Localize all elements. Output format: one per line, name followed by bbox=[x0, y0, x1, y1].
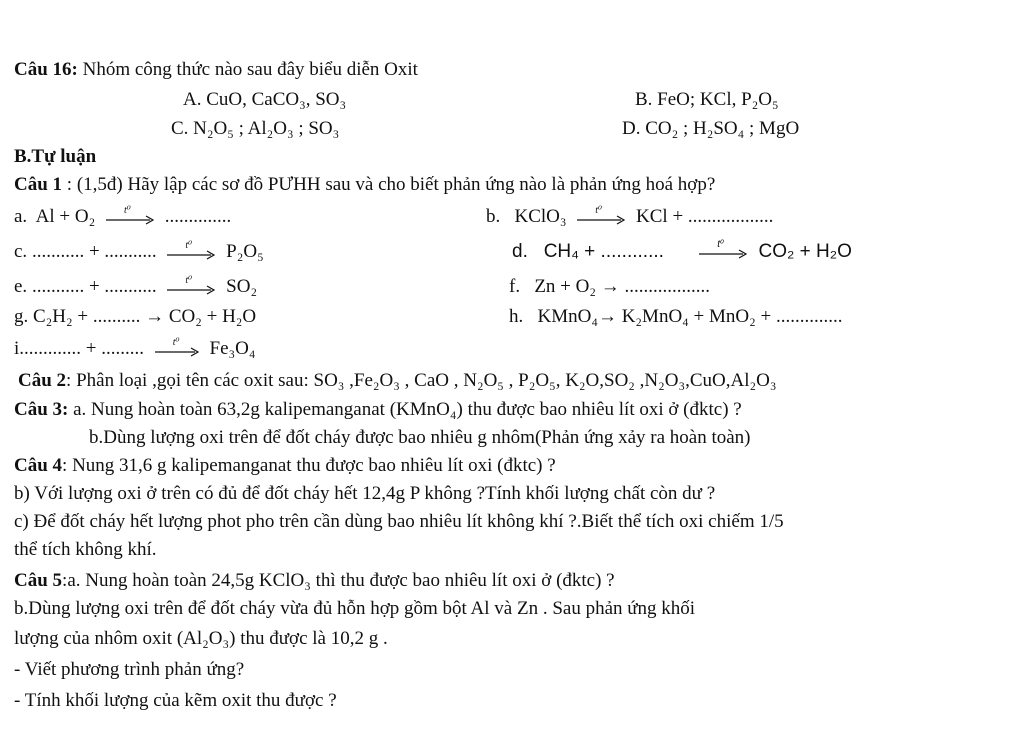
arrow-label: t⁰ bbox=[595, 204, 603, 216]
q5-line-4: - Viết phương trình phản ứng? bbox=[14, 659, 245, 680]
reaction-arrow-icon bbox=[106, 204, 154, 228]
reaction-h-text: KMnO₄→ K₂MnO₄ + MnO₂ + .............. bbox=[537, 306, 843, 327]
reaction-arrow-icon bbox=[167, 239, 215, 263]
reaction-d-label: d. bbox=[512, 241, 528, 262]
q5-line-2: b.Dùng lượng oxi trên để đốt cháy vừa đủ hỗn hợp gồm bột Al và Zn . Sau phản ứng khối bbox=[14, 598, 696, 619]
q5-line-3: lượng của nhôm oxit (Al₂O₃) thu được là 10,2 g . bbox=[14, 628, 388, 649]
reaction-f-label: f. bbox=[509, 276, 521, 297]
reaction-b-reactants: KClO₃ bbox=[514, 206, 567, 227]
q3-line-1 bbox=[14, 398, 742, 422]
q3-text-1: a. Nung hoàn toàn 63,2g kalipemanganat (KMnO₄) thu được bao nhiêu lít oxi ở (đktc) ? bbox=[68, 399, 742, 420]
q2-title: Câu 2 bbox=[18, 370, 67, 391]
q5-line-1 bbox=[14, 569, 615, 593]
reaction-c-reactants: ........... + ........... bbox=[31, 241, 157, 262]
reaction-e bbox=[14, 275, 257, 299]
reaction-a-label: a. bbox=[14, 206, 28, 227]
reaction-c-label: c. bbox=[14, 241, 28, 262]
reaction-g bbox=[14, 305, 256, 329]
reaction-i-reactants: i............. + ......... bbox=[14, 338, 144, 359]
reaction-arrow-icon bbox=[577, 204, 625, 228]
reaction-f bbox=[509, 275, 710, 299]
reaction-f-text: Zn + O₂ → .................. bbox=[534, 276, 710, 297]
q16-option-a: A. CuO, CaCO₃, SO₃ bbox=[183, 89, 347, 110]
q1-title: Câu 1 bbox=[14, 174, 63, 195]
q4-line-1 bbox=[14, 454, 556, 478]
q16-title: Câu 16: bbox=[14, 59, 78, 80]
q2-text: : Phân loại ,gọi tên các oxit sau: SO₃ ,Fe₂O₃ , CaO , N₂O₅ , P₂O₅, K₂O,SO₂ ,N₂O₃,CuO,Al₂O₃ bbox=[66, 370, 777, 391]
reaction-e-reactants: ........... + ........... bbox=[31, 276, 157, 297]
section-heading: B.Tự luận bbox=[14, 146, 97, 167]
q4-line-4: thể tích không khí. bbox=[14, 539, 157, 560]
q1-text: : (1,5đ) Hãy lập các sơ đồ PƯHH sau và cho biết phản ứng nào là phản ứng hoá hợp? bbox=[62, 174, 716, 195]
q3-title: Câu 3: bbox=[14, 399, 69, 420]
q4-title: Câu 4 bbox=[14, 455, 63, 476]
reaction-h-label: h. bbox=[509, 306, 524, 327]
q4-line-2: b) Với lượng oxi ở trên có đủ để đốt cháy hết 12,4g P không ?Tính khối lượng chất còn dư ? bbox=[14, 483, 716, 504]
arrow-label: t⁰ bbox=[185, 239, 193, 251]
reaction-g-label: g. bbox=[14, 306, 29, 327]
q16-option-d: D. CO₂ ; H₂SO₄ ; MgO bbox=[622, 118, 800, 139]
arrow-label: t⁰ bbox=[185, 274, 193, 286]
q16-line bbox=[14, 58, 418, 82]
reaction-a-reactants: Al + O₂ bbox=[35, 206, 96, 227]
reaction-i-products: Fe₃O₄ bbox=[209, 338, 256, 359]
q2-line bbox=[18, 369, 777, 393]
q16-text: Nhóm công thức nào sau đây biểu diễn Oxit bbox=[77, 59, 418, 80]
arrow-label: t⁰ bbox=[123, 204, 131, 216]
q16-option-b: B. FeO; KCl, P₂O₅ bbox=[635, 89, 779, 110]
reaction-c-products: P₂O₅ bbox=[226, 241, 264, 262]
reaction-arrow-icon bbox=[155, 336, 199, 360]
arrow-label: t⁰ bbox=[717, 238, 724, 250]
q4-line-3: c) Để đốt cháy hết lượng phot pho trên cần dùng bao nhiêu lít không khí ?.Biết thể tích oxi chiếm 1/5 bbox=[14, 511, 784, 532]
q1-line bbox=[14, 173, 715, 197]
reaction-a bbox=[14, 205, 231, 229]
reaction-b bbox=[486, 205, 773, 229]
reaction-e-products: SO₂ bbox=[226, 276, 258, 297]
reaction-d bbox=[512, 240, 852, 264]
q16-option-c: C. N₂O₅ ; Al₂O₃ ; SO₃ bbox=[171, 118, 340, 139]
reaction-b-label: b. bbox=[486, 206, 501, 227]
reaction-d-reactants: CH₄ + ............ bbox=[543, 241, 664, 262]
reaction-b-products: KCl + .................. bbox=[636, 206, 774, 227]
q5-line-5: - Tính khối lượng của kẽm oxit thu được ? bbox=[14, 690, 337, 711]
reaction-a-products: .............. bbox=[164, 206, 232, 227]
reaction-arrow-icon bbox=[167, 274, 215, 298]
reaction-arrow-icon bbox=[699, 238, 747, 262]
reaction-e-label: e. bbox=[14, 276, 28, 297]
reaction-d-products: CO₂ + H₂O bbox=[758, 241, 852, 262]
reaction-g-text: C₂H₂ + .......... → CO₂ + H₂O bbox=[33, 306, 257, 327]
q3-line-2: b.Dùng lượng oxi trên để đốt cháy được bao nhiêu g nhôm(Phản ứng xảy ra hoàn toàn) bbox=[89, 427, 751, 448]
reaction-i bbox=[14, 337, 255, 361]
q4-text-1: : Nung 31,6 g kalipemanganat thu được bao nhiêu lít oxi (đktc) ? bbox=[62, 455, 556, 476]
arrow-label: t⁰ bbox=[172, 336, 180, 348]
reaction-c bbox=[14, 240, 264, 264]
q5-text-1: :a. Nung hoàn toàn 24,5g KClO₃ thì thu được bao nhiêu lít oxi ở (đktc) ? bbox=[62, 570, 615, 591]
reaction-h bbox=[509, 305, 842, 329]
q5-title: Câu 5 bbox=[14, 570, 63, 591]
